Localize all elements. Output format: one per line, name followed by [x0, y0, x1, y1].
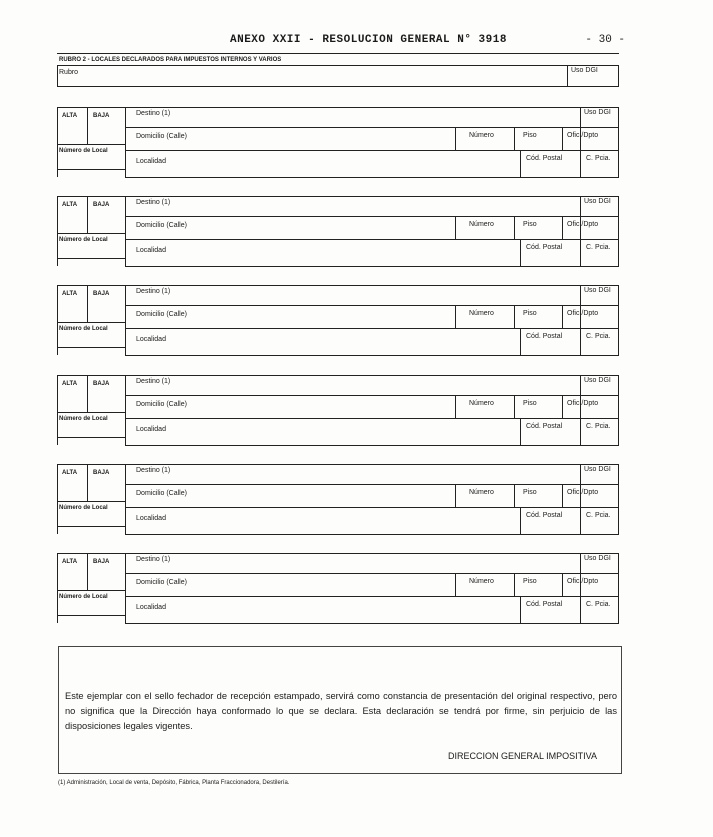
destino-label: Destino (1) [136, 467, 171, 474]
ofic-dpto-label: Ofic./Dpto [567, 489, 599, 496]
ofic-dpto-label: Ofic./Dpto [567, 132, 599, 139]
piso-label: Piso [523, 132, 537, 139]
numero-label: Número [469, 221, 494, 228]
cod-postal-label: Cód. Postal [526, 244, 563, 251]
section-title: RUBRO 2 - LOCALES DECLARADOS PARA IMPUESTOS INTERNOS Y VARIOS [59, 57, 282, 63]
local-block [57, 285, 619, 360]
footnote: (1) Administración, Local de venta, Depósito, Fábrica, Planta Fraccionadora, Destilería. [58, 780, 290, 786]
domicilio-field[interactable] [207, 486, 453, 505]
alta-checkbox[interactable] [59, 480, 85, 499]
c-pcia-label: C. Pcia. [586, 155, 611, 162]
numero-local-label: Número de Local [59, 148, 108, 154]
footer-box [58, 646, 622, 774]
piso-label: Piso [523, 221, 537, 228]
ofic-dpto-label: Ofic./Dpto [567, 400, 599, 407]
localidad-label: Localidad [136, 336, 166, 343]
uso-dgi-label: Uso DGI [584, 466, 611, 473]
localidad-label: Localidad [136, 158, 166, 165]
domicilio-field[interactable] [207, 129, 453, 148]
annex-title: ANEXO XXII - RESOLUCION GENERAL N° 3918 [230, 34, 507, 46]
domicilio-label: Domicilio (Calle) [136, 311, 187, 318]
destino-label: Destino (1) [136, 288, 171, 295]
destino-field[interactable] [187, 466, 577, 482]
baja-label: BAJA [93, 291, 110, 297]
numero-local-label: Número de Local [59, 505, 108, 511]
cod-postal-label: Cód. Postal [526, 155, 563, 162]
alta-checkbox[interactable] [59, 212, 85, 231]
alta-label: ALTA [62, 470, 78, 476]
piso-label: Piso [523, 489, 537, 496]
domicilio-label: Domicilio (Calle) [136, 401, 187, 408]
uso-dgi-label: Uso DGI [584, 555, 611, 562]
baja-checkbox[interactable] [89, 123, 123, 142]
destino-label: Destino (1) [136, 199, 171, 206]
localidad-field[interactable] [177, 242, 517, 264]
numero-local-label: Número de Local [59, 594, 108, 600]
baja-label: BAJA [93, 202, 110, 208]
domicilio-field[interactable] [207, 307, 453, 326]
cod-postal-label: Cód. Postal [526, 601, 563, 608]
destino-label: Destino (1) [136, 556, 171, 563]
alta-checkbox[interactable] [59, 569, 85, 588]
numero-local-field[interactable] [59, 514, 123, 525]
footer-signature: DIRECCION GENERAL IMPOSITIVA [447, 751, 597, 761]
uso-dgi-label: Uso DGI [584, 377, 611, 384]
local-block [57, 553, 619, 628]
numero-local-field[interactable] [59, 335, 123, 346]
rubro-section [57, 53, 619, 87]
destino-field[interactable] [187, 377, 577, 393]
uso-dgi-label: Uso DGI [584, 109, 611, 116]
destino-field[interactable] [187, 287, 577, 303]
c-pcia-label: C. Pcia. [586, 601, 611, 608]
numero-label: Número [469, 400, 494, 407]
rubro-label: Rubro [59, 69, 79, 76]
baja-checkbox[interactable] [89, 569, 123, 588]
alta-label: ALTA [62, 381, 78, 387]
domicilio-label: Domicilio (Calle) [136, 579, 187, 586]
numero-local-field[interactable] [59, 425, 123, 436]
numero-local-label: Número de Local [59, 237, 108, 243]
alta-label: ALTA [62, 113, 78, 119]
uso-dgi-label: Uso DGI [584, 198, 611, 205]
destino-field[interactable] [187, 198, 577, 214]
localidad-label: Localidad [136, 247, 166, 254]
piso-label: Piso [523, 310, 537, 317]
baja-label: BAJA [93, 381, 110, 387]
alta-label: ALTA [62, 559, 78, 565]
local-block [57, 196, 619, 271]
baja-checkbox[interactable] [89, 480, 123, 499]
baja-label: BAJA [93, 470, 110, 476]
numero-label: Número [469, 578, 494, 585]
piso-label: Piso [523, 400, 537, 407]
alta-label: ALTA [62, 291, 78, 297]
cod-postal-label: Cód. Postal [526, 423, 563, 430]
domicilio-label: Domicilio (Calle) [136, 222, 187, 229]
baja-checkbox[interactable] [89, 301, 123, 320]
alta-label: ALTA [62, 202, 78, 208]
local-block [57, 375, 619, 450]
alta-checkbox[interactable] [59, 123, 85, 142]
localidad-field[interactable] [177, 599, 517, 621]
domicilio-label: Domicilio (Calle) [136, 490, 187, 497]
destino-label: Destino (1) [136, 110, 171, 117]
destino-field[interactable] [187, 555, 577, 571]
rubro-field[interactable] [87, 66, 565, 85]
c-pcia-label: C. Pcia. [586, 512, 611, 519]
ofic-dpto-label: Ofic./Dpto [567, 310, 599, 317]
local-block [57, 464, 619, 539]
localidad-field[interactable] [177, 331, 517, 353]
baja-checkbox[interactable] [89, 212, 123, 231]
localidad-label: Localidad [136, 515, 166, 522]
baja-label: BAJA [93, 113, 110, 119]
domicilio-field[interactable] [207, 397, 453, 416]
ofic-dpto-label: Ofic./Dpto [567, 221, 599, 228]
c-pcia-label: C. Pcia. [586, 333, 611, 340]
localidad-field[interactable] [177, 510, 517, 532]
numero-label: Número [469, 132, 494, 139]
footer-disclaimer: Este ejemplar con el sello fechador de recepción estampado, servirá como constancia de presentación del original respectivo, pero no significa que la Dirección haya conformado lo que se declara. Esta declaración se tendrá por firme, sin perjuicio de las disposiciones legales vigentes. [65, 691, 617, 731]
numero-label: Número [469, 310, 494, 317]
localidad-label: Localidad [136, 426, 166, 433]
rubro-uso-dgi-label: Uso DGI [571, 67, 598, 74]
baja-label: BAJA [93, 559, 110, 565]
domicilio-label: Domicilio (Calle) [136, 133, 187, 140]
cod-postal-label: Cód. Postal [526, 333, 563, 340]
numero-local-label: Número de Local [59, 326, 108, 332]
c-pcia-label: C. Pcia. [586, 244, 611, 251]
localidad-label: Localidad [136, 604, 166, 611]
baja-checkbox[interactable] [89, 391, 123, 410]
numero-local-field[interactable] [59, 603, 123, 614]
page-number: - 30 - [585, 34, 625, 46]
destino-label: Destino (1) [136, 378, 171, 385]
numero-local-label: Número de Local [59, 416, 108, 422]
ofic-dpto-label: Ofic./Dpto [567, 578, 599, 585]
numero-label: Número [469, 489, 494, 496]
numero-local-field[interactable] [59, 157, 123, 168]
alta-checkbox[interactable] [59, 391, 85, 410]
destino-field[interactable] [187, 109, 577, 125]
uso-dgi-label: Uso DGI [584, 287, 611, 294]
domicilio-field[interactable] [207, 575, 453, 594]
c-pcia-label: C. Pcia. [586, 423, 611, 430]
page-header [55, 34, 625, 48]
numero-local-field[interactable] [59, 246, 123, 257]
local-block [57, 107, 619, 182]
cod-postal-label: Cód. Postal [526, 512, 563, 519]
localidad-field[interactable] [177, 153, 517, 175]
piso-label: Piso [523, 578, 537, 585]
domicilio-field[interactable] [207, 218, 453, 237]
localidad-field[interactable] [177, 421, 517, 443]
alta-checkbox[interactable] [59, 301, 85, 320]
